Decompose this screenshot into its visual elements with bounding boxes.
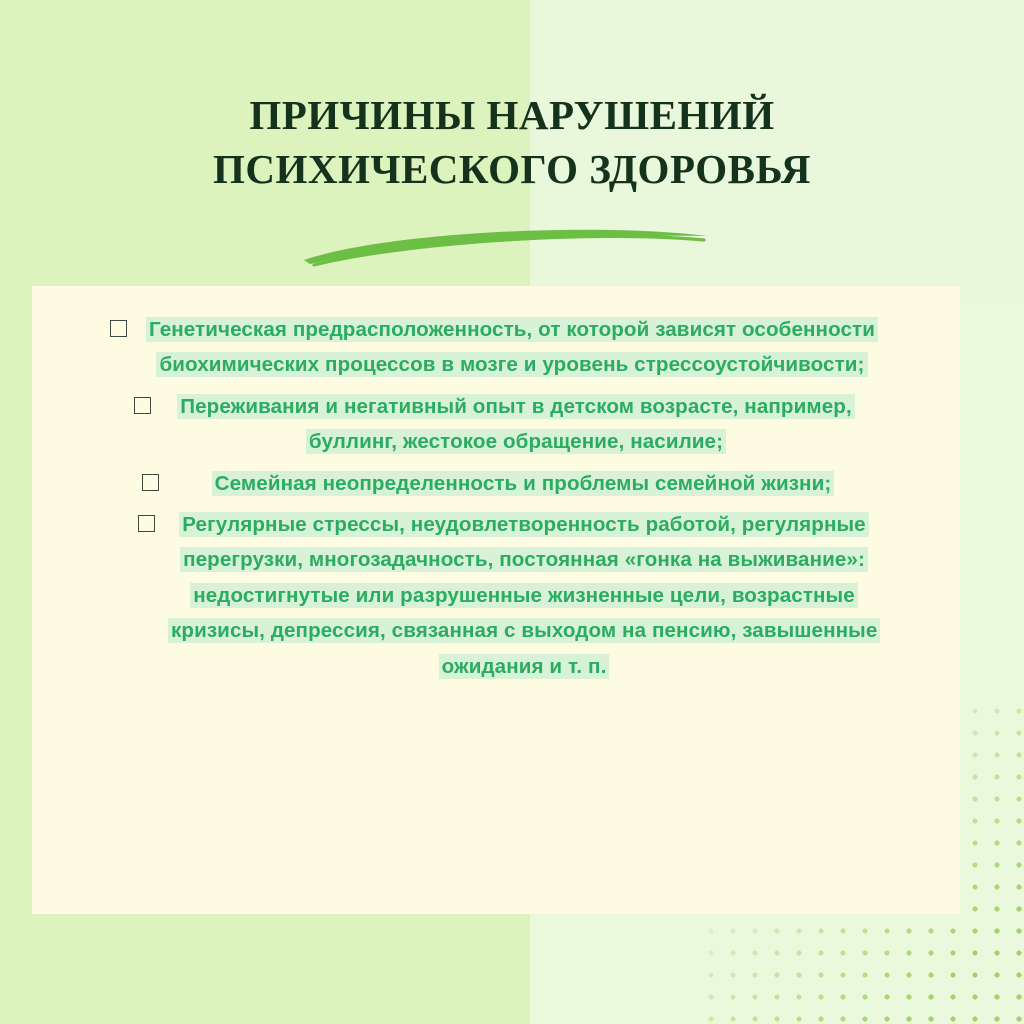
checkbox-icon[interactable]: [110, 320, 127, 337]
list-item: [72, 466, 928, 501]
list-item-text: [72, 466, 928, 501]
list-item-text: [72, 312, 928, 383]
swoosh-underline-icon: [296, 218, 716, 268]
list-item: [72, 389, 928, 460]
page-title: [0, 88, 1024, 196]
page-title-line-2: ПСИХИЧЕСКОГО ЗДОРОВЬЯ: [212, 146, 812, 193]
list-item-text: [72, 507, 928, 684]
list-item-highlight: Регулярные стрессы, неудовлетворенность работой, регулярные перегрузки, многозадачность, постоянная «гонка на выживание»: недостигнутые или разрушенные жизненные цели, возрастные кризисы, депрессия, связанная с выходом на пенсию, завышенные ожидания и т. п.: [168, 512, 880, 679]
list-item-text: [72, 389, 928, 460]
list-item: [72, 312, 928, 383]
list-item-highlight: Переживания и негативный опыт в детском возрасте, например, буллинг, жестокое обращение, насилие;: [177, 394, 855, 454]
content-card: [32, 286, 960, 914]
causes-list: [72, 312, 928, 690]
list-item-highlight: Семейная неопределенность и проблемы семейной жизни;: [212, 471, 835, 496]
list-item-highlight: Генетическая предрасположенность, от которой зависят особенности биохимических процессов в мозге и уровень стрессоустойчивости;: [146, 317, 878, 377]
list-item: [72, 507, 928, 684]
checkbox-icon[interactable]: [138, 515, 155, 532]
page-title-line-1: ПРИЧИНЫ НАРУШЕНИЙ: [249, 92, 775, 138]
checkbox-icon[interactable]: [134, 397, 151, 414]
checkbox-icon[interactable]: [142, 474, 159, 491]
